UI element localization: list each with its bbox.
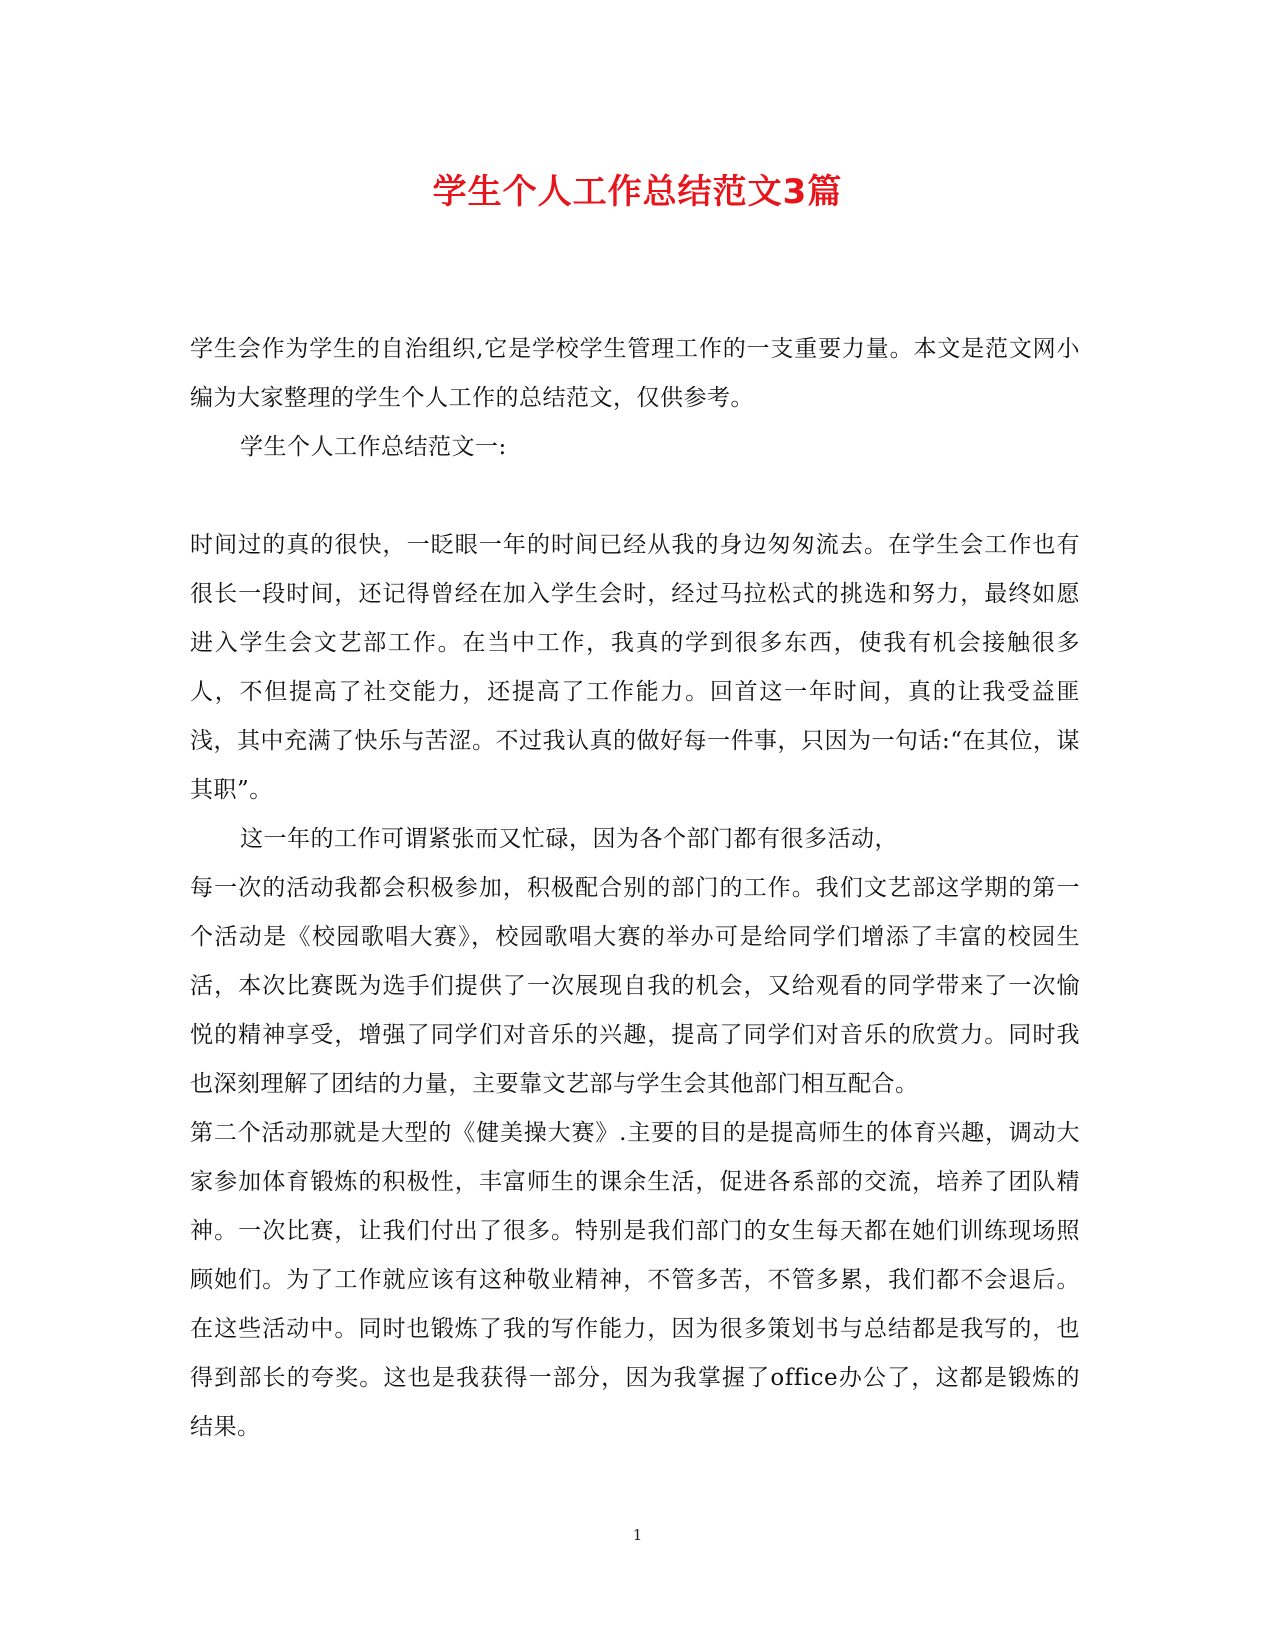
body-paragraph: 时间过的真的很快，一眨眼一年的时间已经从我的身边匆匆流去。在学生会工作也有很长一段时间，还记得曾经在加入学生会时，经过马拉松式的挑选和努力，最终如愿进入学生会文艺部工作。在当中工作，我真的学到很多东西，使我有机会接触很多人，不但提高了社交能力，还提高了工作能力。回首这一年时间，真的让我受益匪浅，其中充满了快乐与苦涩。不过我认真的做好每一件事，只因为一句话:“在其位，谋其职”。: [190, 532, 1081, 803]
document-title: 学生个人工作总结范文3篇: [432, 172, 843, 212]
body-paragraph: 第二个活动那就是大型的《健美操大赛》.主要的目的是提高师生的体育兴趣，调动大家参加体育锻炼的积极性，丰富师生的课余生活，促进各系部的交流，培养了团队精神。一次比赛，让我们付出了很多。特别是我们部门的女生每天都在她们训练现场照顾她们。为了工作就应该有这种敬业精神，不管多苦，不管多累，我们都不会退后。在这些活动中。同时也锻炼了我的写作能力，因为很多策划书与总结都是我写的，也得到部长的夸奖。这也是我获得一部分，因为我掌握了office办公了，这都是锻炼的结果。: [190, 1120, 1080, 1440]
body-paragraph: 每一次的活动我都会积极参加，积极配合别的部门的工作。我们文艺部这学期的第一个活动是《校园歌唱大赛》，校园歌唱大赛的举办可是给同学们增添了丰富的校园生活，本次比赛既为选手们提供了一次展现自我的机会，又给观看的同学带来了一次愉悦的精神享受，增强了同学们对音乐的兴趣，提高了同学们对音乐的欣赏力。同时我也深刻理解了团结的力量，主要靠文艺部与学生会其他部门相互配合。: [190, 875, 1080, 1097]
document-body: [190, 325, 1080, 1452]
intro-paragraph: 学生会作为学生的自治组织,它是学校学生管理工作的一支重要力量。本文是范文网小编为大家整理的学生个人工作的总结范文，仅供参考。: [190, 336, 1080, 411]
section-heading: 学生个人工作总结范文一:: [240, 434, 507, 460]
body-paragraph: 这一年的工作可谓紧张而又忙碌，因为各个部门都有很多活动，: [240, 826, 898, 852]
page-number: 1: [632, 1526, 643, 1544]
paragraph-spacer: [190, 472, 1080, 521]
